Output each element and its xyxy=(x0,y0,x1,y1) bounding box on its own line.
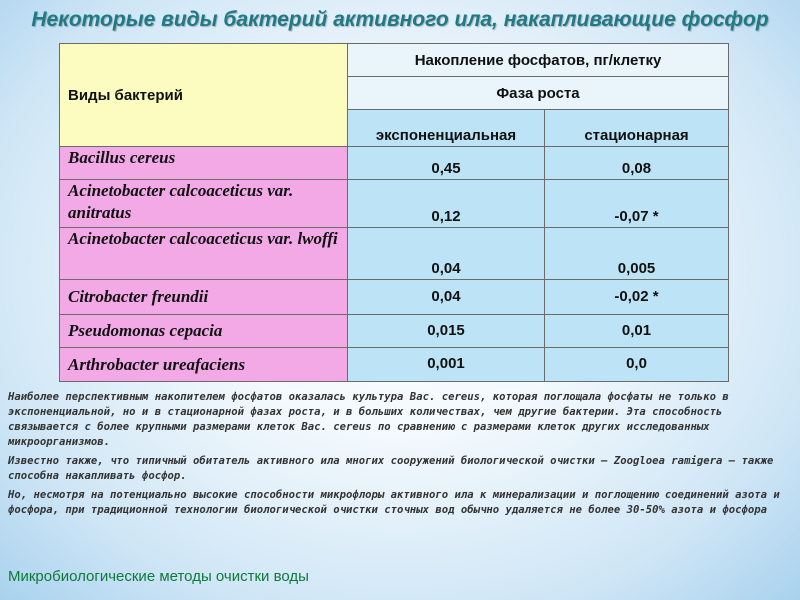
exponential-value: 0,45 xyxy=(348,147,545,180)
note-paragraph: Известно также, что типичный обитатель активного ила многих сооружений биологической очистки — Zoogloea ramigera — также способна накапливать фосфор. xyxy=(8,455,774,482)
phosphate-table xyxy=(59,43,729,382)
note-paragraph: Но, несмотря на потенциально высокие способности микрофлоры активного ила к минерализации и поглощению соединений азота и фосфора, при традиционной технологии биологической очистки сточных вод обычно удаляется не более 30-50% азота и фосфора xyxy=(8,489,780,516)
stationary-column-header: стационарная xyxy=(545,110,729,147)
exponential-value: 0,001 xyxy=(348,348,545,382)
exponential-column-header: экспоненциальная xyxy=(348,110,545,147)
species-name: Acinetobacter calcoaceticus var. anitratus xyxy=(60,180,348,228)
slide-title: Некоторые виды бактерий активного ила, накапливающие фосфор xyxy=(31,8,769,31)
growth-phase-header: Фаза роста xyxy=(348,77,729,110)
footer-caption: Микробиологические методы очистки воды xyxy=(8,568,309,585)
table-row xyxy=(60,315,729,348)
stationary-value: -0,07 * xyxy=(545,180,729,228)
accumulation-header: Накопление фосфатов, пг/клетку xyxy=(348,44,729,77)
table-row xyxy=(60,348,729,382)
stationary-value: 0,08 xyxy=(545,147,729,180)
species-name: Bacillus cereus xyxy=(60,147,348,180)
table-row xyxy=(60,147,729,180)
species-name: Pseudomonas cepacia xyxy=(60,315,348,348)
stationary-value: 0,0 xyxy=(545,348,729,382)
exponential-value: 0,015 xyxy=(348,315,545,348)
exponential-value: 0,04 xyxy=(348,228,545,280)
stationary-value: -0,02 * xyxy=(545,280,729,315)
stationary-value: 0,01 xyxy=(545,315,729,348)
stationary-value: 0,005 xyxy=(545,228,729,280)
species-name: Citrobacter freundii xyxy=(60,280,348,315)
exponential-value: 0,04 xyxy=(348,280,545,315)
table-row xyxy=(60,228,729,280)
table-row xyxy=(60,280,729,315)
notes-block xyxy=(8,390,792,522)
note-paragraph: Наиболее перспективным накопителем фосфатов оказалась культура Bac. cereus, которая поглощала фосфаты не только в экспоненциальной, но и в стационарной фазах роста, и в больших количествах, чем другие бактерии. Эта способность связывается с более крупными размерами клеток Bac. cereus по сравнению с размерами клеток других исследованных микроорганизмов. xyxy=(8,391,729,448)
table-row xyxy=(60,180,729,228)
exponential-value: 0,12 xyxy=(348,180,545,228)
species-column-header: Виды бактерий xyxy=(60,44,348,147)
species-name: Arthrobacter ureafaciens xyxy=(60,348,348,382)
species-name: Acinetobacter calcoaceticus var. lwoffi xyxy=(60,228,348,280)
